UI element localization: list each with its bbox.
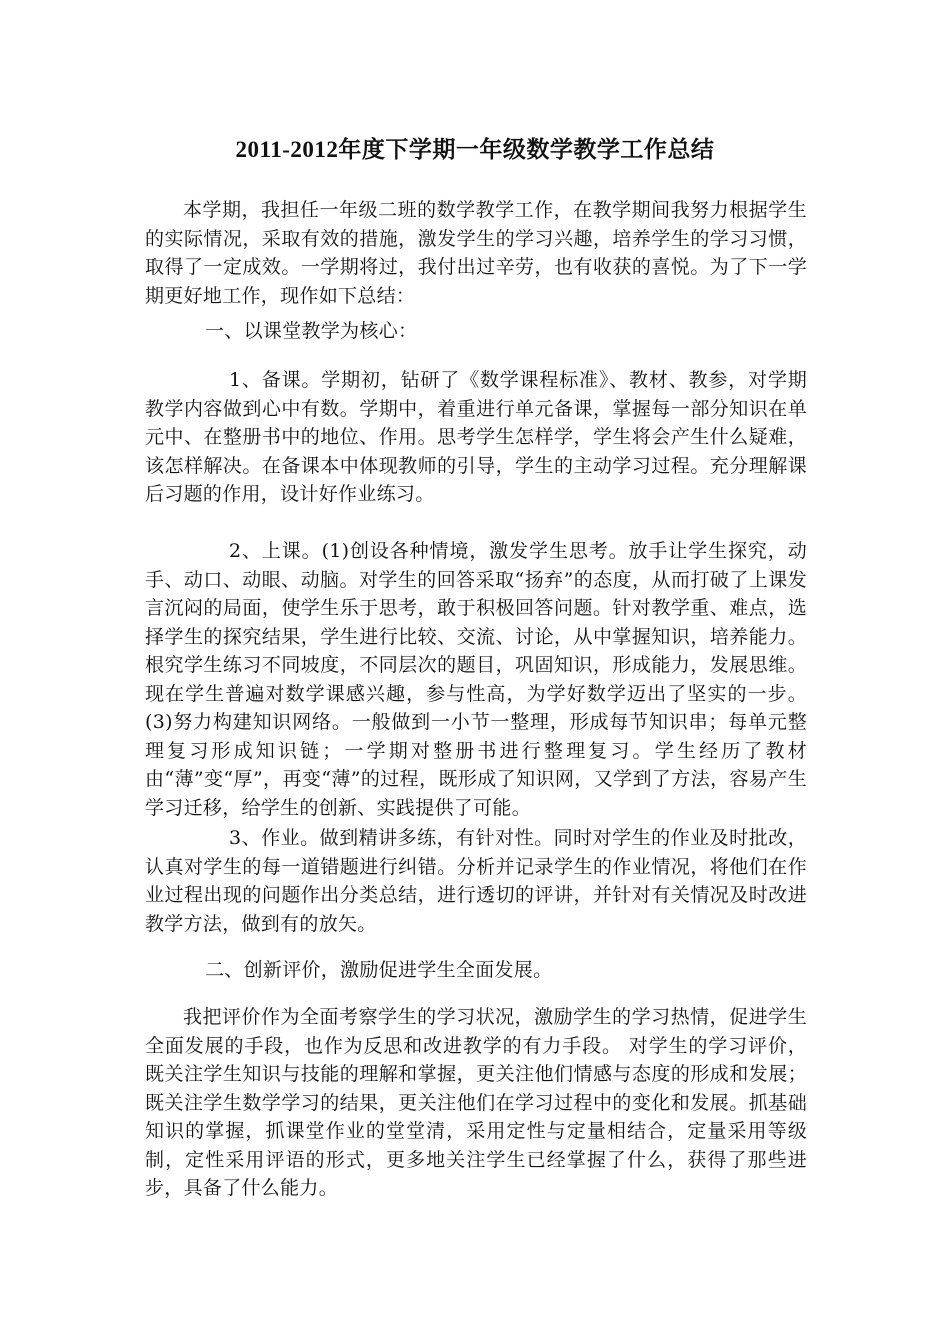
document-title: 2011-2012年度下学期一年级数学教学工作总结 [235,137,715,162]
paragraph-homework: 3、作业。做到精讲多练，有针对性。同时对学生的作业及时批改，认真对学生的每一道错题进行纠错。分析并记录学生的作业情况，将他们在作业过程出现的问题作出分类总结，进行透切的评讲，并针对有关情况及时改进教学方法，做到有的放矢。 [145,827,807,935]
paragraph-lesson-prep: 1、备课。学期初，钻研了《数学课程标准》、教材、教参，对学期教学内容做到心中有数。学期中，着重进行单元备课，掌握每一部分知识在单元中、在整册书中的地位、作用。思考学生怎样学，学生将会产生什么疑难，该怎样解决。在备课本中体现教师的引导，学生的主动学习过程。充分理解课后习题的作用，设计好作业练习。 [145,369,807,505]
paragraph-evaluation: 我把评价作为全面考察学生的学习状况，激励学生的学习热情，促进学生全面发展的手段，也作为反思和改进教学的有力手段。 对学生的学习评价，既关注学生知识与技能的理解和掌握，更关注他们情感与态度的形成和发展；既关注学生数学学习的结果，更关注他们在学习过程中的变化和发展。抓基础知识的掌握，抓课堂作业的堂堂清，采用定性与定量相结合，定量采用等级制，定性采用评语的形式，更多地关注学生已经掌握了什么，获得了那些进步，具备了什么能力。 [145,1006,807,1199]
section-heading-evaluation: 二、创新评价，激励促进学生全面发展。 [205,959,553,981]
paragraph-teaching: 2、上课。(1)创设各种情境，激发学生思考。放手让学生探究，动手、动口、动眼、动脑。对学生的回答采取“扬弃”的态度，从而打破了上课发言沉闷的局面，使学生乐于思考，敢于积极回答问题。针对教学重、难点，选择学生的探究结果，学生进行比较、交流、讨论，从中掌握知识，培养能力。根究学生练习不同坡度，不同层次的题目，巩固知识，形成能力，发展思维。现在学生普遍对数学课感兴趣，参与性高，为学好数学迈出了坚实的一步。(3)努力构建知识网络。一般做到一小节一整理，形成每节知识串；每单元整理复习形成知识链；一学期对整册书进行整理复习。学生经历了教材由“薄”变“厚”，再变“薄”的过程，既形成了知识网，又学到了方法，容易产生学习迁移，给学生的创新、实践提供了可能。 [145,540,807,819]
intro-paragraph: 本学期，我担任一年级二班的数学教学工作，在教学期间我努力根据学生的实际情况，采取有效的措施，激发学生的学习兴趣，培养学生的学习习惯， 取得了一定成效。一学期将过，我付出过辛劳，也有收获的喜悦。为了下一学期更好地工作，现作如下总结： [145,199,807,307]
section-heading-classroom: 一、以课堂教学为核心： [205,320,418,342]
